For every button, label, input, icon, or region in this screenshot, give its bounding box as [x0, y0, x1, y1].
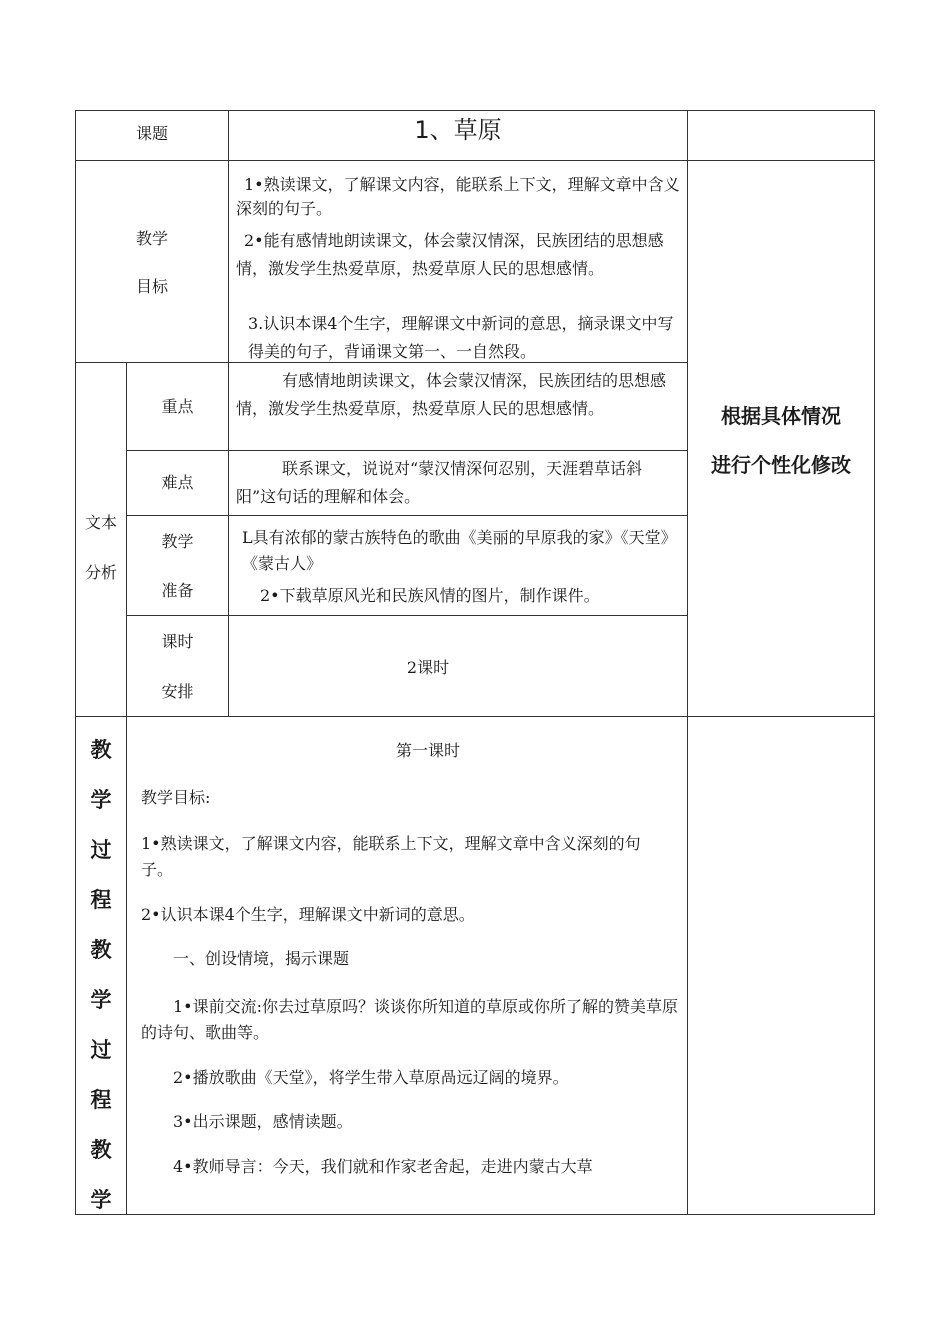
key-point-label: 重点	[161, 397, 194, 416]
goal-item-1: 1•熟读课文，了解课文内容，能联系上下文，理解文章中含义深刻的句子。	[141, 834, 641, 879]
process-label-char: 过	[90, 838, 112, 862]
analysis-label-line1: 文本	[84, 513, 117, 532]
row-divider-keypoint	[126, 450, 688, 451]
process-label-char: 教	[90, 1138, 112, 1162]
topic-label: 课题	[135, 124, 168, 143]
step-3: 3•出示课题，感情读题。	[173, 1112, 353, 1131]
schedule-label-line2: 安排	[161, 682, 194, 701]
prep-label-line1: 教学	[161, 532, 194, 551]
process-label-char: 学	[90, 988, 112, 1012]
row-divider-prep	[126, 615, 688, 616]
row-divider-title	[75, 160, 875, 161]
table-right-border	[874, 110, 875, 1215]
goal-heading: 教学目标:	[141, 788, 211, 807]
process-label-char: 学	[90, 788, 112, 812]
prep-item-1: L具有浓郁的蒙古族特色的歌曲《美丽的早原我的家》《天堂》《蒙古人》	[242, 528, 677, 573]
lesson-title: 1、草原	[414, 116, 502, 144]
table-top-border	[75, 110, 875, 111]
difficulty-label: 难点	[161, 473, 194, 492]
schedule-label-line1: 课时	[161, 632, 194, 651]
process-vertical-label	[76, 735, 126, 1235]
objective-item-3: 3.认识本课4个生字，理解课文中新词的意思，摘录课文中写得美的句子，背诵课文第一、一自然段。	[248, 314, 674, 361]
section-heading-1: 一、创设情境，揭示课题	[173, 949, 350, 968]
row-divider-difficulty	[126, 515, 688, 516]
goal-item-2: 2•认识本课4个生字，理解课文中新词的意思。	[141, 905, 475, 924]
process-label-char: 教	[90, 938, 112, 962]
difficulty-text: 联系课文，说说对“蒙汉情深何忍别，天涯碧草话斜阳”这句话的理解和体会。	[236, 459, 643, 506]
objectives-label-line1: 教学	[135, 229, 168, 248]
key-point-text: 有感情地朗读课文，体会蒙汉情深，民族团结的思想感情，激发学生热爱草原，热爱草原人民的思想感情。	[236, 371, 667, 418]
objective-item-2: 2•能有感情地朗读课文，体会蒙汉情深，民族团结的思想感情，激发学生热爱草原，热爱草原人民的思想感情。	[236, 231, 664, 278]
process-label-char: 教	[90, 738, 112, 762]
side-note-line1: 根据具体情况	[721, 404, 841, 428]
step-1: 1•课前交流:你去过草原吗？谈谈你所知道的草原或你所了解的赞美草原的诗句、歌曲等。	[141, 997, 679, 1042]
objectives-label-line2: 目标	[135, 277, 168, 296]
prep-item-2: 2•下载草原风光和民族风情的图片，制作课件。	[260, 586, 600, 605]
analysis-label-line2: 分析	[84, 563, 117, 582]
lesson-period-title: 第一课时	[395, 741, 460, 760]
process-label-char: 过	[90, 1038, 112, 1062]
schedule-text: 2课时	[406, 658, 450, 677]
column-divider-label	[228, 110, 229, 717]
process-label-char: 程	[90, 1088, 112, 1112]
process-label-char: 程	[90, 888, 112, 912]
step-4: 4•教师导言：今天，我们就和作家老舍起，走进内蒙古大草	[173, 1157, 593, 1176]
step-2: 2•播放歌曲《天堂》，将学生带入草原咼远辽阔的境界。	[173, 1068, 569, 1087]
column-divider-notes	[687, 110, 688, 1215]
prep-label-line2: 准备	[161, 581, 194, 600]
side-note-line2: 进行个性化修改	[711, 453, 851, 477]
table-bottom-border	[75, 1214, 875, 1215]
process-label-char: 学	[90, 1188, 112, 1212]
objective-item-1: 1•熟读课文，了解课文内容，能联系上下文，理解文章中含义深刻的句子。	[236, 175, 680, 218]
row-divider-analysis	[75, 716, 875, 717]
